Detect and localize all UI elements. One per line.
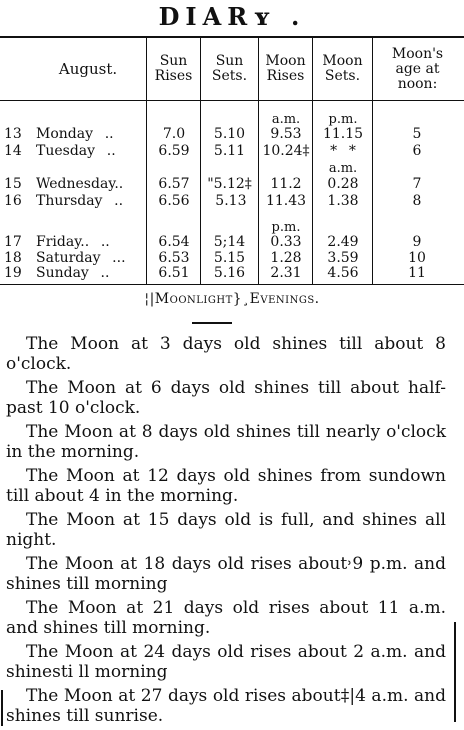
date-cell: 14 [4,143,22,159]
header-month-label: August. [58,59,118,78]
note-paragraph: The Moon at 24 days old rises about 2 a.m. and shinesti ll morning [6,642,446,682]
table-row [0,143,464,159]
header-line: Moon [265,53,306,69]
note-paragraph: The Moon at 21 days old rises about 11 a.m. and shines till morning. [6,598,446,638]
column-edge-rule [454,622,456,722]
moon-rises-cell: 10.24‡ [262,143,310,159]
header-line: Sets. [211,68,248,84]
moon-sets-cell: 3.59 [327,250,359,266]
sun-sets-cell: 5;14 [213,234,246,250]
header-line: Sun [215,53,244,69]
sun-rises-cell: 6.54 [158,234,190,250]
almanac-table [0,38,464,284]
sun-rises-cell: 7.0 [162,126,186,142]
moon-rises-cell: 1.28 [270,250,302,266]
moon-age-cell: 9 [412,234,422,250]
header-sun-rises [147,38,200,100]
sun-sets-cell: 5.13 [212,193,247,209]
moon-rises-cell: 2.31 [270,265,302,281]
table-row [0,193,464,209]
table-row [0,176,464,192]
date-cell: 19 [4,265,22,281]
moon-age-cell: 6 [412,143,422,159]
moon-age-cell: 8 [412,193,422,209]
sun-rises-cell: 6.53 [158,250,190,266]
table-row [0,126,464,142]
column-edge-rule [1,690,3,726]
moon-age-cell: 7 [412,176,422,192]
moon-sets-cell: 0.28 [327,176,359,192]
diary-title: DIARʏ . [158,2,306,31]
table-bottom-rule [0,284,464,285]
note-paragraph: The Moon at 15 days old is full, and shines all night. [6,510,446,550]
sun-sets-cell: "5.12‡ [207,176,252,192]
sun-sets-cell: 5.10 [213,126,246,142]
sun-sets-cell: 5.11 [213,143,246,159]
date-cell: 16 [4,193,22,209]
date-cell: 18 [4,250,22,266]
note-paragraph: The Moon at 8 days old shines till nearly o'clock in the morning. [6,422,446,462]
header-line: Rises [154,68,193,84]
header-moon-age [373,38,462,100]
sun-rises-cell: 6.59 [158,143,190,159]
header-line: Sets. [324,68,361,84]
day-cell: Thursday .. [36,193,124,209]
note-paragraph: The Moon at 18 days old rises about˒9 p.m. and shines till morning [6,554,446,594]
table-row [0,250,464,266]
header-month [36,38,140,100]
moon-sets-cell: 4.56 [327,265,359,281]
moon-sets-cell: 1.38 [327,193,359,209]
moon-sets-cell: 2.49 [327,234,359,250]
note-paragraph: The Moon at 12 days old shines from sundown till about 4 in the morning. [6,466,446,506]
note-paragraph: The Moon at 3 days old shines till about 8 o'clock. [6,334,446,374]
header-moon-sets [313,38,372,100]
table-row [0,234,464,250]
table-row [0,265,464,281]
sun-rises-cell: 6.56 [158,193,190,209]
header-line: noon: [397,75,438,92]
header-line: age at [395,60,440,77]
moon-rises-cell: 11.43 [265,193,307,209]
sun-rises-cell: 6.51 [158,265,190,281]
day-cell: Sunday .. [36,265,110,281]
day-cell: Monday .. [36,126,114,142]
sun-sets-cell: 5.16 [213,265,246,281]
am-note: a.m. [271,112,301,127]
date-cell: 15 [4,176,22,192]
note-paragraph: The Moon at 27 days old rises about‡|4 a.m. and shines till sunrise. [6,686,446,726]
moon-rises-cell: 11.2 [270,176,302,192]
pm-note: p.m. [271,220,301,235]
header-moon-rises [259,38,312,100]
date-cell: 17 [4,234,22,250]
moon-age-cell: 10 [408,250,426,266]
header-line: Moon [322,53,363,69]
day-cell: Wednesday.. [36,176,124,192]
am-note: a.m. [328,161,358,176]
header-line: Sun [159,53,188,69]
moon-age-cell: 11 [408,265,426,281]
moon-rises-cell: 9.53 [270,126,302,142]
section-heading: ¦|Moonlight}¸Evenings. [144,291,320,307]
moon-rises-cell: 0.33 [270,234,302,250]
day-cell: Tuesday .. [36,143,116,159]
note-paragraph: The Moon at 6 days old shines till about half-past 10 o'clock. [6,378,446,418]
moonlight-notes [6,334,446,730]
moon-age-cell: 5 [412,126,422,142]
day-cell: Saturday ... [36,250,126,266]
moon-sets-cell: 11.15 [322,126,364,142]
heading-rule [192,322,232,324]
header-rule [0,100,464,101]
moon-sets-cell: * * [330,143,356,159]
date-cell: 13 [4,126,22,142]
pm-note: p.m. [328,112,358,127]
day-cell: Friday.. .. [36,234,110,250]
header-sun-sets [201,38,258,100]
header-line: Rises [266,68,305,84]
header-line: Moon's [391,45,444,62]
sun-sets-cell: 5.15 [213,250,246,266]
sun-rises-cell: 6.57 [158,176,190,192]
